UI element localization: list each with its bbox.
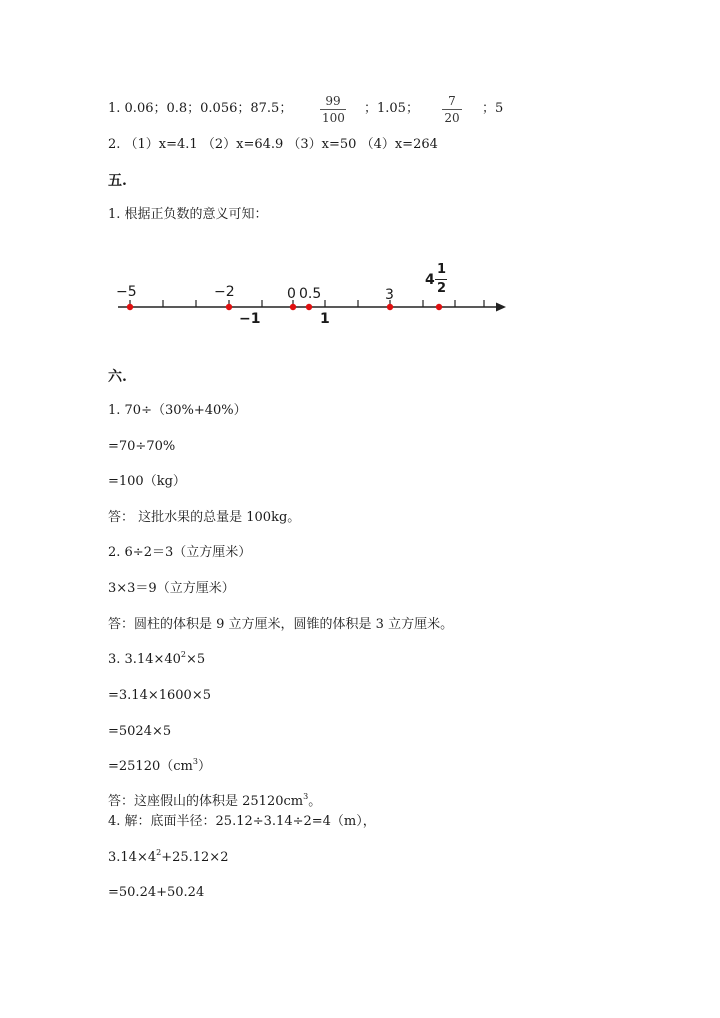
axis-arrow (496, 303, 506, 312)
s6-q3-line2: =3.14×1600×5 (108, 688, 211, 703)
s6-q4-line1: 4. 解：底面半径：25.12÷3.14÷2=4（m）， (108, 814, 376, 829)
s6-q3-answer: 答：这座假山的体积是 $25120cm^3$。 (108, 792, 322, 809)
section-heading-6: 六. (108, 369, 127, 385)
answer-text: 1. 0.06；0.8；0.056；87.5； (108, 101, 293, 116)
label-1: 1 (320, 311, 330, 327)
answer-line-1-end (482, 100, 503, 118)
s6-q1-line2: =70÷70% (108, 439, 176, 454)
answer-line-2: 2. （1）x=4.1 （2）x=64.9 （3）x=50 （4）x=264 (108, 137, 438, 152)
fraction-99-100 (320, 94, 346, 125)
answer-text: ；1.05； (364, 101, 419, 116)
label-minus-1: −1 (239, 311, 261, 327)
label-0-5: 0.5 (299, 286, 322, 302)
section5-q1: 1. 根据正负数的意义可知： (108, 207, 268, 222)
answer-line-1 (108, 100, 292, 118)
s6-q4-line3: =50.24+50.24 (108, 885, 205, 900)
point-0-5 (306, 304, 312, 310)
s6-q1-line1: 1. 70÷（30%+40%） (108, 403, 247, 418)
answer-text: ；5 (482, 101, 504, 116)
denominator: 20 (444, 111, 460, 125)
s6-q2-answer: 答：圆柱的体积是 9 立方厘米，圆锥的体积是 3 立方厘米。 (108, 617, 454, 632)
s6-q1-answer: 答： 这批水果的总量是 100kg。 (108, 510, 301, 525)
numerator: 99 (325, 94, 341, 108)
label-0: 0 (287, 286, 296, 302)
point-4-1-2 (436, 304, 442, 310)
denominator: 100 (322, 111, 345, 125)
s6-q2-line1: 2. 6÷2＝3（立方厘米） (108, 545, 252, 560)
label-mixed-whole: 4 (425, 272, 435, 288)
point-minus-5 (127, 304, 133, 310)
s6-q4-line2: $3.14\times 4^2+25.12\times 2$ (108, 848, 229, 865)
numerator: 7 (448, 94, 456, 108)
point-0 (290, 304, 296, 310)
s6-q3-line1: 3. $3.14\times 40^2\times 5$ (108, 650, 206, 667)
label-minus-2: −2 (214, 284, 235, 300)
label-mixed-num: 1 (437, 262, 447, 277)
label-3: 3 (385, 287, 394, 303)
section-heading-5: 五. (108, 173, 127, 189)
s6-q3-line4: $=25120(cm^3)$ (108, 757, 211, 774)
fraction-7-20 (442, 94, 462, 125)
point-minus-2 (226, 304, 232, 310)
s6-q2-line2: 3×3＝9（立方厘米） (108, 581, 235, 596)
point-3 (387, 304, 393, 310)
s6-q1-line3: =100（kg） (108, 474, 186, 489)
answer-line-1-mid (364, 100, 419, 118)
label-mixed-bar (435, 279, 447, 280)
label-mixed-den: 2 (437, 281, 447, 296)
tick-marks (130, 300, 484, 307)
s6-q3-line3: =5024×5 (108, 724, 172, 739)
label-minus-5: −5 (116, 284, 137, 300)
